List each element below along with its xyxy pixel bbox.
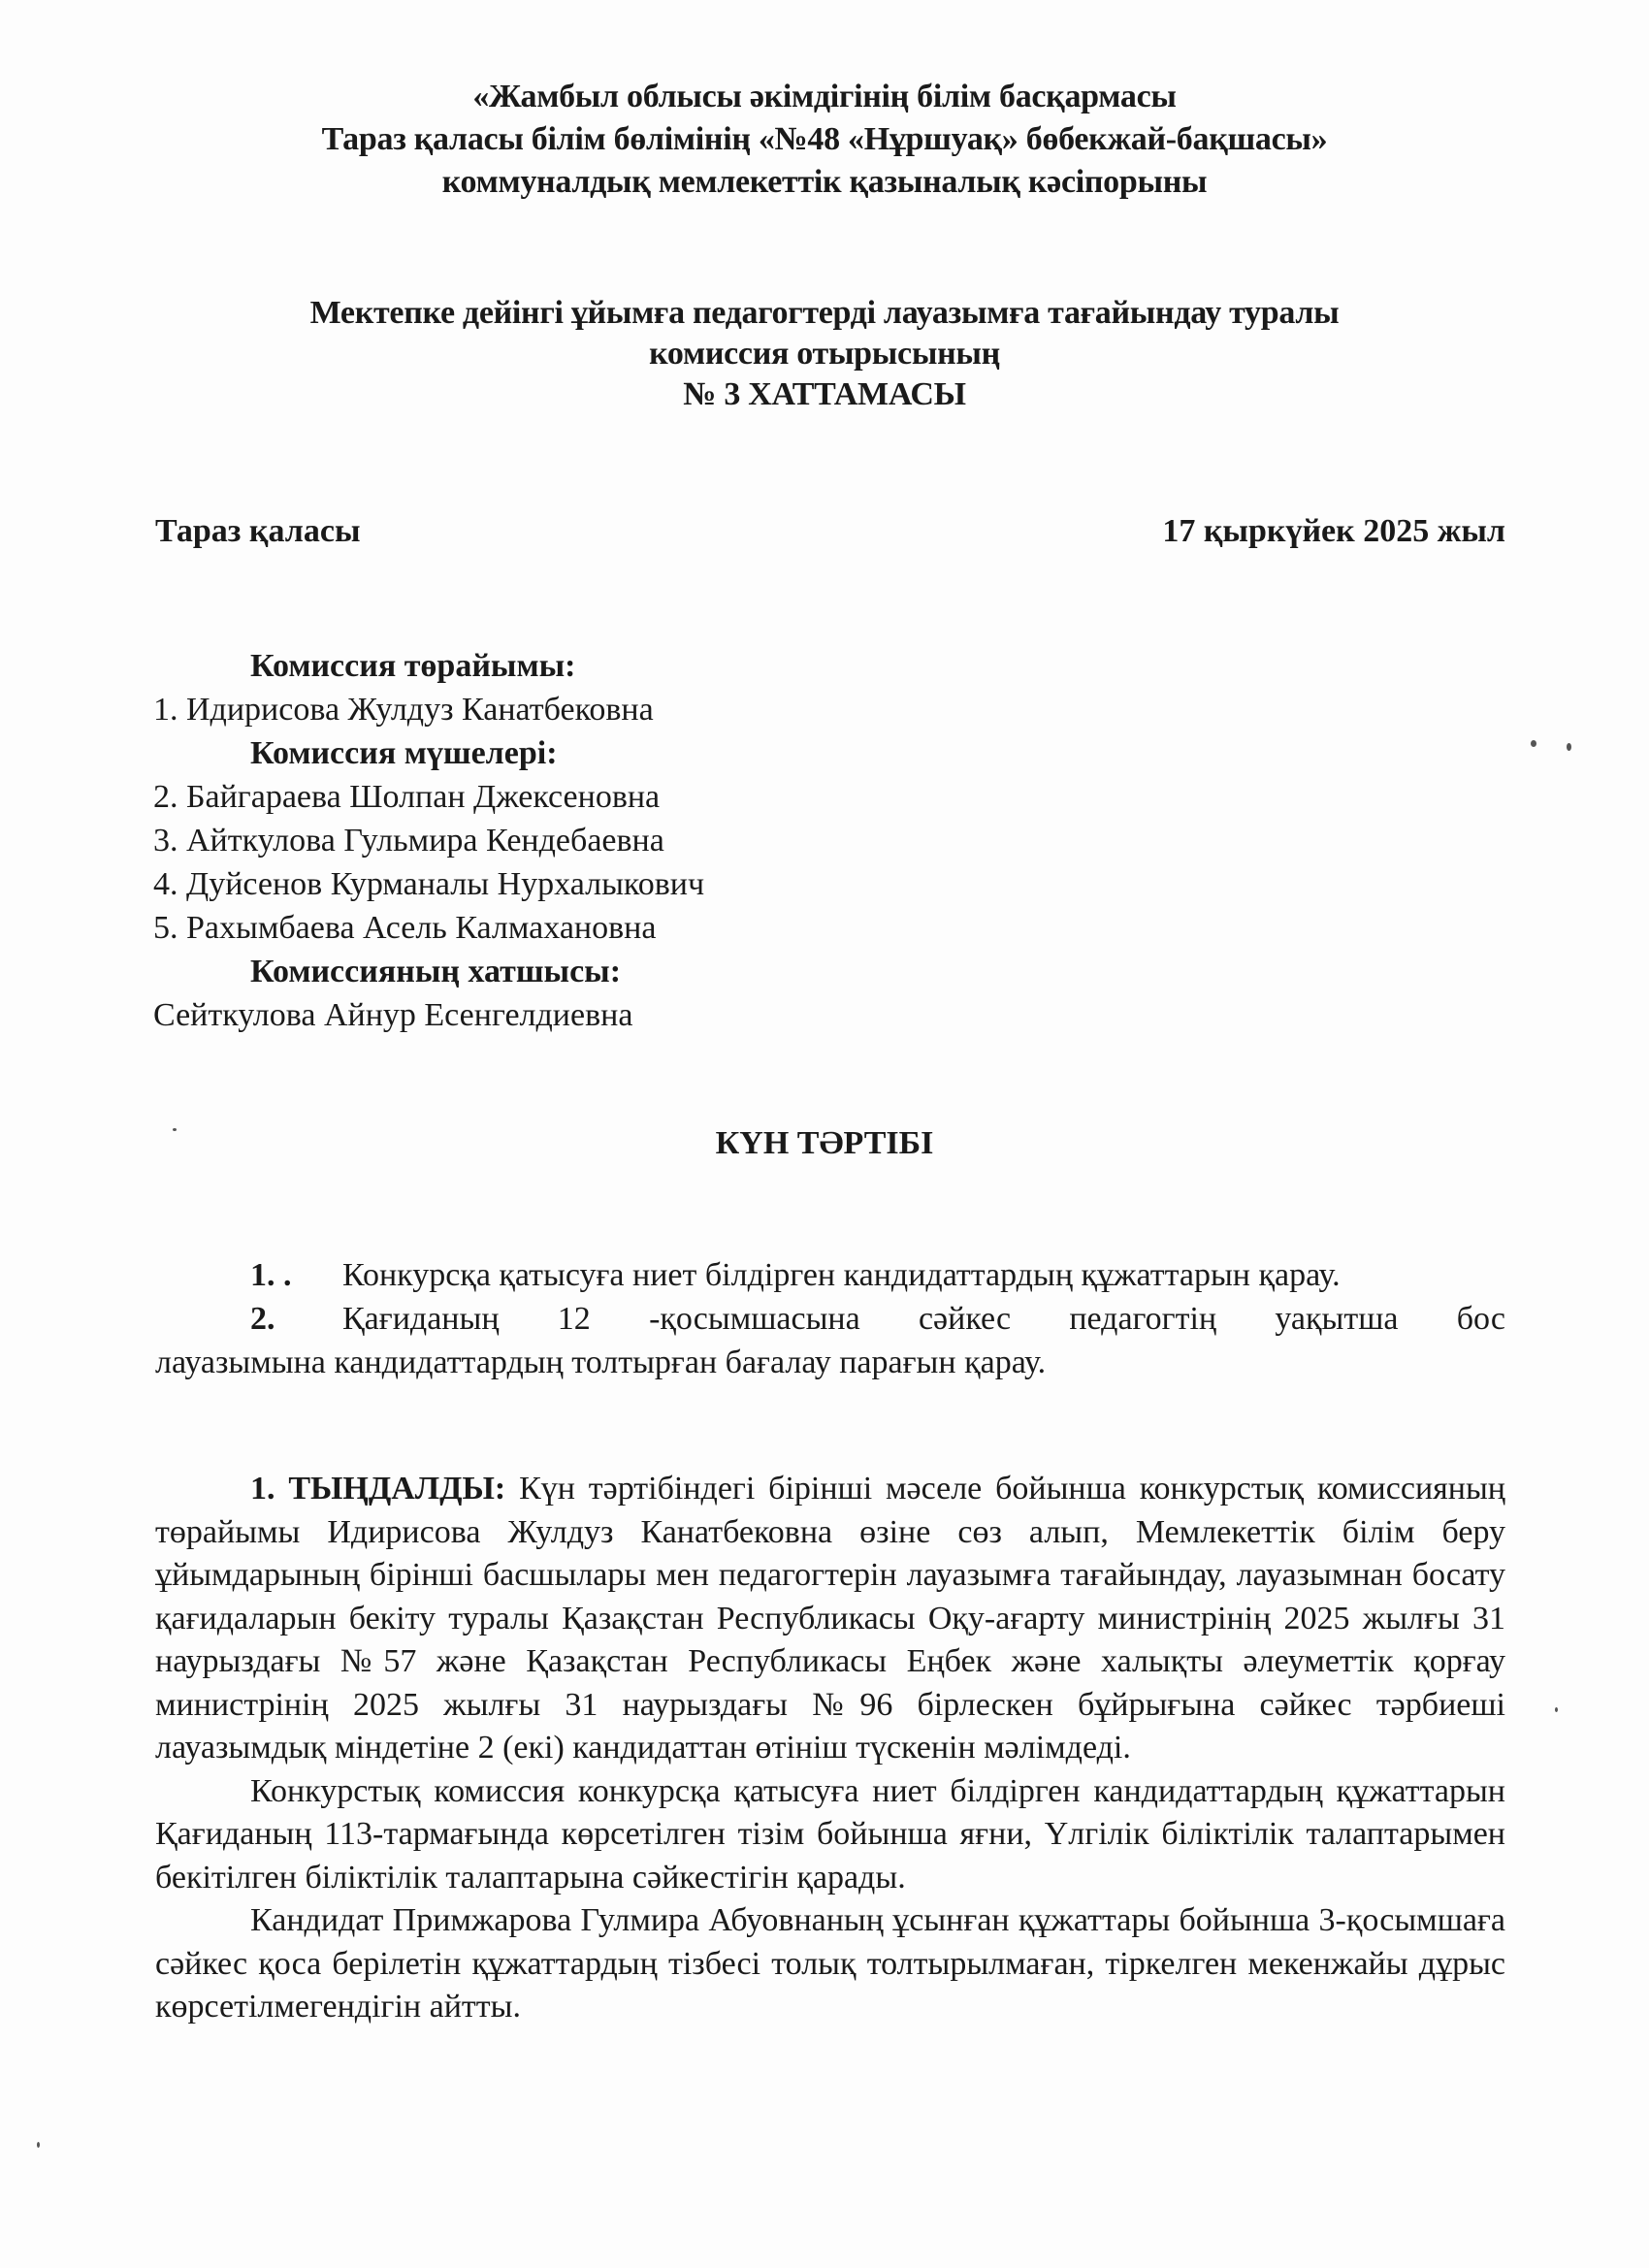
agenda-item-number: 1. . — [250, 1257, 292, 1293]
place: Тараз қаласы — [155, 513, 361, 549]
agenda-item — [155, 1253, 1505, 1297]
section-lead: 1. ТЫҢДАЛДЫ: — [250, 1471, 506, 1507]
commission-list — [153, 644, 1026, 1037]
header-line: «Жамбыл облысы әкімдігінің білім басқармасы — [472, 79, 1177, 114]
agenda-item — [155, 1297, 1505, 1341]
paragraph-text: Конкурстық комиссия конкурсқа қатысуға ниет білдірген кандидаттардың құжаттарын Қағиданың 113-тармағында көрсетілген тізім бойынша яғни, Үлгілік біліктілік талаптарымен бекітілген біліктілік талаптарына сәйкестігін қарады. — [155, 1772, 1505, 1895]
minutes-body — [155, 1468, 1505, 2029]
agenda-item-continuation: лауазымына кандидаттардың толтырған бағалау парағын қарау. — [155, 1345, 1047, 1380]
paragraph — [155, 1899, 1505, 2029]
title-line: комиссия отырысының — [649, 336, 1000, 372]
place-date-row — [155, 511, 1505, 552]
agenda-item-number: 2. — [250, 1301, 275, 1337]
paragraph — [155, 1770, 1505, 1900]
agenda-item-text: Конкурсқа қатысуға ниет білдірген кандидаттардың құжаттарын қарау. — [342, 1257, 1341, 1293]
member-name: 2. Байгараева Шолпан Джексеновна — [153, 779, 661, 815]
header-line: Тараз қаласы білім бөлімінің «№48 «Нұршуақ» бөбекжай-бақшасы» — [321, 121, 1328, 157]
agenda-list — [155, 1253, 1505, 1384]
paragraph-text: Күн тәртібіндегі бірінші мәселе бойынша конкурстық комиссияның төрайымы Идирисова Жулдуз Канатбековна өзіне сөз алып, Мемлекеттік білім беру ұйымдарының бірінші басшылары мен педагогтерін лауазымға тағайындау, лауазымнан босату қағидаларын бекіту туралы Қазақстан Республикасы Оқу-ағарту министрінің 2025 жылғы 31 наурыздағы №57 және Қазақстан Республикасы Еңбек және халықты әлеуметтік қорғау министрінің 2025 жылғы 31 наурыздағы №96 бірлескен бұйрығына сәйкес тәрбиеші лауазымдық міндетіне 2 (екі) кандидаттан өтініш түскенін мәлімдеді. — [155, 1471, 1506, 1766]
document-title — [146, 293, 1504, 415]
title-line: № 3 ХАТТАМАСЫ — [683, 376, 966, 412]
member-name: 4. Дуйсенов Курманалы Нурхалыкович — [153, 866, 705, 902]
members-label: Комиссия мүшелері: — [250, 735, 558, 771]
paragraph — [155, 1468, 1505, 1770]
header-line: коммуналдық мемлекеттік қазыналық кәсіпорыны — [441, 164, 1208, 200]
chair-name: 1. Идирисова Жулдуз Канатбековна — [153, 692, 654, 728]
secretary-name: Сейткулова Айнур Есенгелдиевна — [153, 997, 633, 1033]
scan-speck — [1555, 1707, 1558, 1712]
scan-speck — [173, 1128, 177, 1131]
agenda-title: КҮН ТӘРТІБІ — [715, 1125, 934, 1161]
agenda-item-text: Қағиданың 12 -қосымшасына сәйкес педагогтің уақытша бос — [342, 1301, 1505, 1337]
date: 17 қыркүйек 2025 жыл — [1162, 513, 1505, 549]
title-line: Мектепке дейінгі ұйымға педагогтерді лауазымға тағайындау туралы — [309, 295, 1340, 331]
member-name: 5. Рахымбаева Асель Калмахановна — [153, 910, 657, 946]
secretary-label: Комиссияның хатшысы: — [250, 954, 622, 989]
organization-header — [146, 76, 1504, 204]
scan-speck — [1567, 743, 1571, 751]
paragraph-text: Кандидат Примжарова Гулмира Абуовнаның ұсынған құжаттары бойынша 3-қосымшаға сәйкес қоса берілетін құжаттардың тізбесі толық толтырылмаған, тіркелген мекенжайы дұрыс көрсетілмегендігін айтты. — [155, 1902, 1505, 2025]
scan-speck — [37, 2142, 40, 2148]
member-name: 3. Айткулова Гульмира Кендебаевна — [153, 823, 664, 859]
scan-speck — [1531, 740, 1536, 747]
chair-label: Комиссия төрайымы: — [250, 648, 576, 684]
